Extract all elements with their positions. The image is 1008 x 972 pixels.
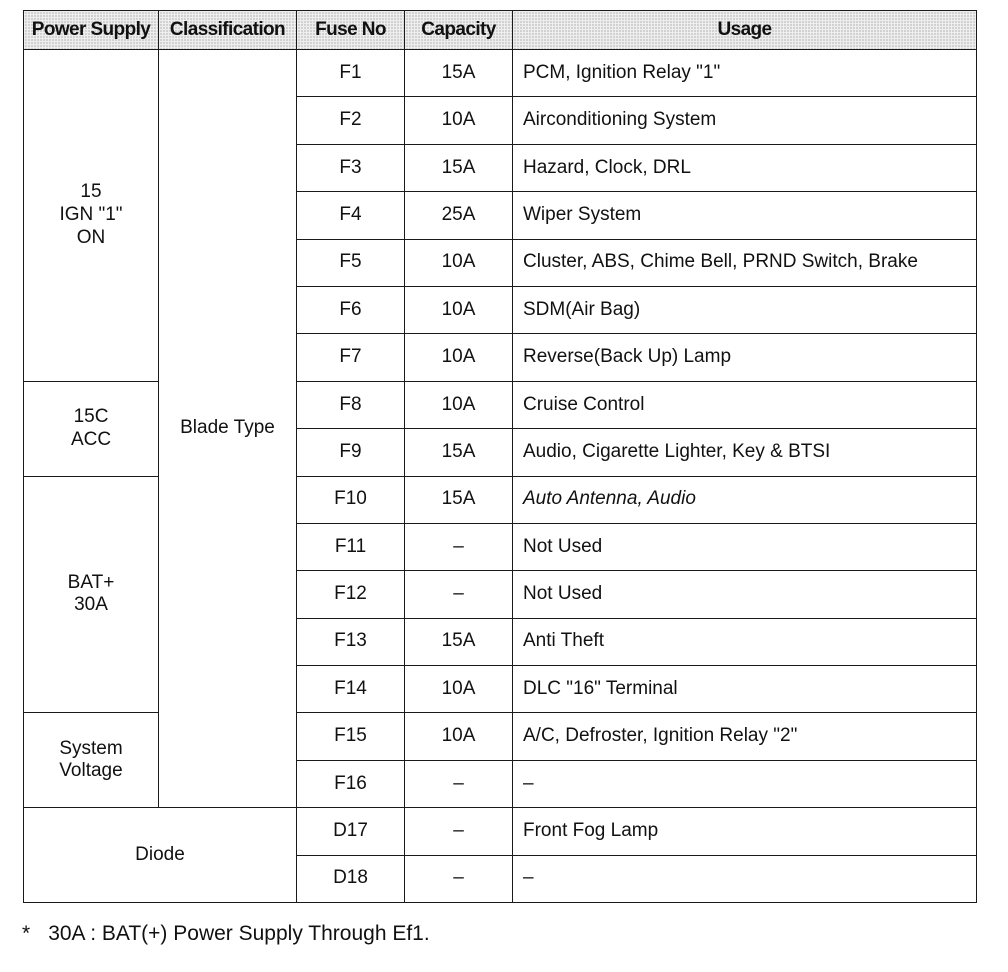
capacity: 10A [405, 334, 513, 381]
usage: Cluster, ABS, Chime Bell, PRND Switch, Brake [513, 239, 977, 286]
fuse-table [23, 10, 977, 903]
classification-blade-type: Blade Type [159, 50, 297, 808]
power-supply-line: 15C [73, 405, 109, 427]
power-supply-line: System [59, 737, 123, 759]
header-classification: Classification [159, 11, 297, 50]
capacity: 15A [405, 429, 513, 476]
capacity: 25A [405, 192, 513, 239]
fuse-no: F1 [297, 50, 405, 97]
usage: Not Used [513, 571, 977, 618]
table-row [24, 808, 977, 855]
power-supply-line: Voltage [59, 760, 123, 782]
fuse-no: F4 [297, 192, 405, 239]
capacity: 10A [405, 97, 513, 144]
fuse-no: F10 [297, 476, 405, 523]
header-fuse-no: Fuse No [297, 11, 405, 50]
fuse-no: F11 [297, 523, 405, 570]
capacity: – [405, 855, 513, 902]
usage: Hazard, Clock, DRL [513, 144, 977, 191]
power-supply-line: BAT+ [67, 571, 115, 593]
fuse-no: F13 [297, 618, 405, 665]
power-supply-line: 15 [80, 181, 102, 203]
power-supply-bat [24, 476, 159, 713]
capacity: 15A [405, 50, 513, 97]
usage: SDM(Air Bag) [513, 286, 977, 333]
fuse-no: D18 [297, 855, 405, 902]
capacity: 15A [405, 144, 513, 191]
fuse-no: F7 [297, 334, 405, 381]
usage: PCM, Ignition Relay "1" [513, 50, 977, 97]
footnote-marker: * [22, 922, 31, 945]
header-power-supply: Power Supply [24, 11, 159, 50]
usage: Reverse(Back Up) Lamp [513, 334, 977, 381]
power-supply-line: 30A [74, 594, 108, 616]
usage: Not Used [513, 523, 977, 570]
power-supply-line: IGN "1" [59, 203, 123, 225]
table-row [24, 50, 977, 97]
footnote [22, 922, 430, 946]
usage: A/C, Defroster, Ignition Relay "2" [513, 713, 977, 760]
usage: Wiper System [513, 192, 977, 239]
capacity: 10A [405, 713, 513, 760]
power-supply-acc [24, 381, 159, 476]
capacity: – [405, 523, 513, 570]
fuse-no: F5 [297, 239, 405, 286]
fuse-no: F12 [297, 571, 405, 618]
capacity: – [405, 571, 513, 618]
header-row [24, 11, 977, 50]
usage: Auto Antenna, Audio [513, 476, 977, 523]
usage: Airconditioning System [513, 97, 977, 144]
header-capacity: Capacity [405, 11, 513, 50]
usage: – [513, 760, 977, 807]
usage: – [513, 855, 977, 902]
capacity: 10A [405, 286, 513, 333]
capacity: 10A [405, 381, 513, 428]
capacity: 15A [405, 476, 513, 523]
fuse-no: F3 [297, 144, 405, 191]
capacity: 15A [405, 618, 513, 665]
fuse-no: F2 [297, 97, 405, 144]
power-supply-ign1 [24, 50, 159, 382]
power-supply-system-voltage [24, 713, 159, 808]
capacity: – [405, 760, 513, 807]
diode-label: Diode [24, 808, 297, 903]
fuse-no: F9 [297, 429, 405, 476]
power-supply-line: ON [76, 226, 106, 248]
header-usage: Usage [513, 11, 977, 50]
usage: Front Fog Lamp [513, 808, 977, 855]
fuse-no: F15 [297, 713, 405, 760]
capacity: 10A [405, 239, 513, 286]
fuse-no: F8 [297, 381, 405, 428]
fuse-no: F14 [297, 666, 405, 713]
usage: Anti Theft [513, 618, 977, 665]
fuse-no: D17 [297, 808, 405, 855]
capacity: – [405, 808, 513, 855]
usage: Audio, Cigarette Lighter, Key & BTSI [513, 429, 977, 476]
usage: DLC "16" Terminal [513, 666, 977, 713]
capacity: 10A [405, 666, 513, 713]
fuse-no: F6 [297, 286, 405, 333]
footnote-text: 30A : BAT(+) Power Supply Through Ef1. [48, 922, 430, 945]
usage: Cruise Control [513, 381, 977, 428]
power-supply-line: ACC [70, 428, 112, 450]
fuse-no: F16 [297, 760, 405, 807]
